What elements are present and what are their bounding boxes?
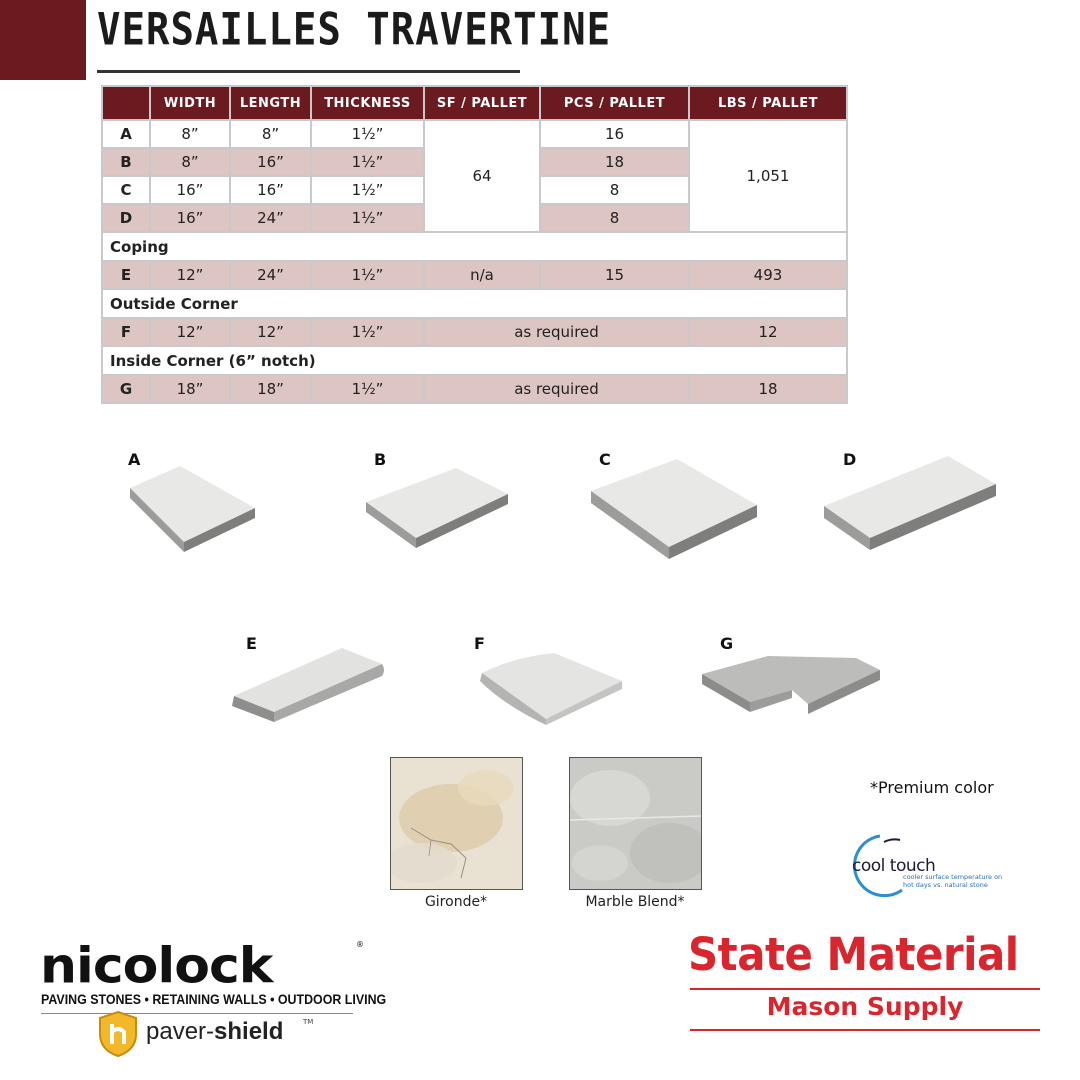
cell-pcs: 15 [540, 261, 689, 289]
slab-b-illustration [358, 460, 518, 560]
cell-length: 24” [230, 261, 311, 289]
trademark-mark: TM [303, 1018, 314, 1026]
row-id: G [102, 375, 150, 403]
section-row-coping [102, 232, 847, 261]
state-material-rule-top [690, 988, 1040, 990]
cell-width: 16” [150, 176, 230, 204]
slab-e-illustration [228, 640, 388, 725]
product-label: A [128, 450, 141, 469]
nicolock-registered-mark: ® [356, 940, 364, 949]
cell-lbs: 493 [689, 261, 847, 289]
cell-lbs: 18 [689, 375, 847, 403]
row-id: F [102, 318, 150, 346]
header-lbs-pallet: LBS / PALLET [689, 86, 847, 120]
nicolock-divider [41, 1013, 353, 1014]
cell-thickness: 1½” [311, 176, 424, 204]
table-row [102, 261, 847, 289]
paver-shield-icon [96, 1010, 140, 1058]
page-title: VERSAILLES TRAVERTINE [97, 4, 612, 56]
table-row [102, 318, 847, 346]
cell-pcs: 16 [540, 120, 689, 148]
product-label: G [720, 634, 734, 653]
corner-accent-block [0, 0, 86, 80]
cell-thickness: 1½” [311, 204, 424, 232]
cell-length: 12” [230, 318, 311, 346]
product-label: D [843, 450, 857, 469]
swatch-marble-blend [569, 757, 702, 890]
row-id: E [102, 261, 150, 289]
paver-shield-wordmark [146, 1018, 283, 1046]
header-length: LENGTH [230, 86, 311, 120]
cell-as-required: as required [424, 318, 689, 346]
paver-shield-part-a: paver- [146, 1018, 215, 1045]
paver-shield-part-b: shield [214, 1018, 284, 1045]
header-thickness: THICKNESS [311, 86, 424, 120]
row-id: C [102, 176, 150, 204]
slab-f-illustration [474, 645, 629, 725]
cell-pcs: 8 [540, 176, 689, 204]
product-label: E [246, 634, 257, 653]
cell-thickness: 1½” [311, 261, 424, 289]
swatch-caption-marble-blend: Marble Blend* [585, 894, 685, 910]
table-header-row [102, 86, 847, 120]
cell-sf: n/a [424, 261, 540, 289]
section-label: Inside Corner (6” notch) [102, 346, 847, 375]
cell-length: 24” [230, 204, 311, 232]
cell-width: 16” [150, 204, 230, 232]
cell-length: 18” [230, 375, 311, 403]
state-material-title: State Material [688, 928, 1019, 981]
cell-length: 8” [230, 120, 311, 148]
cell-thickness: 1½” [311, 148, 424, 176]
cell-thickness: 1½” [311, 318, 424, 346]
table-row [102, 120, 847, 148]
product-label: C [599, 450, 611, 469]
cell-thickness: 1½” [311, 375, 424, 403]
state-material-subtitle: Mason Supply [766, 992, 964, 1021]
row-id: D [102, 204, 150, 232]
cell-width: 8” [150, 120, 230, 148]
header-sf-pallet: SF / PALLET [424, 86, 540, 120]
premium-color-note: *Premium color [870, 778, 994, 797]
cool-touch-subtitle: cooler surface temperature on hot days vs. natural stone [903, 873, 1003, 889]
cell-thickness: 1½” [311, 120, 424, 148]
slab-a-illustration [120, 460, 270, 560]
cell-length: 16” [230, 148, 311, 176]
cell-width: 8” [150, 148, 230, 176]
cell-lbs: 12 [689, 318, 847, 346]
cell-pcs: 8 [540, 204, 689, 232]
cell-pcs: 18 [540, 148, 689, 176]
cell-lbs-merged: 1,051 [689, 120, 847, 232]
section-row-inside-corner [102, 346, 847, 375]
nicolock-wordmark: nicolock [40, 938, 273, 995]
cell-length: 16” [230, 176, 311, 204]
cell-width: 18” [150, 375, 230, 403]
header-pcs-pallet: PCS / PALLET [540, 86, 689, 120]
row-id: A [102, 120, 150, 148]
spec-table [101, 85, 848, 404]
cell-width: 12” [150, 318, 230, 346]
product-label: F [474, 634, 485, 653]
cell-width: 12” [150, 261, 230, 289]
header-width: WIDTH [150, 86, 230, 120]
section-label: Outside Corner [102, 289, 847, 318]
slab-g-illustration [698, 650, 888, 720]
title-underline [97, 70, 520, 73]
section-label: Coping [102, 232, 847, 261]
row-id: B [102, 148, 150, 176]
slab-d-illustration [818, 450, 1003, 560]
slab-c-illustration [585, 455, 765, 570]
product-label: B [374, 450, 387, 469]
swatch-caption-gironde: Gironde* [424, 894, 488, 910]
swatch-gironde [390, 757, 523, 890]
cell-as-required: as required [424, 375, 689, 403]
cool-touch-title: cool touch [852, 856, 936, 876]
section-row-outside-corner [102, 289, 847, 318]
table-row [102, 375, 847, 403]
state-material-rule-bottom [690, 1029, 1040, 1031]
nicolock-tagline: PAVING STONES • RETAINING WALLS • OUTDOOR LIVING [41, 992, 387, 1007]
cell-sf-merged: 64 [424, 120, 540, 232]
header-cell [102, 86, 150, 120]
